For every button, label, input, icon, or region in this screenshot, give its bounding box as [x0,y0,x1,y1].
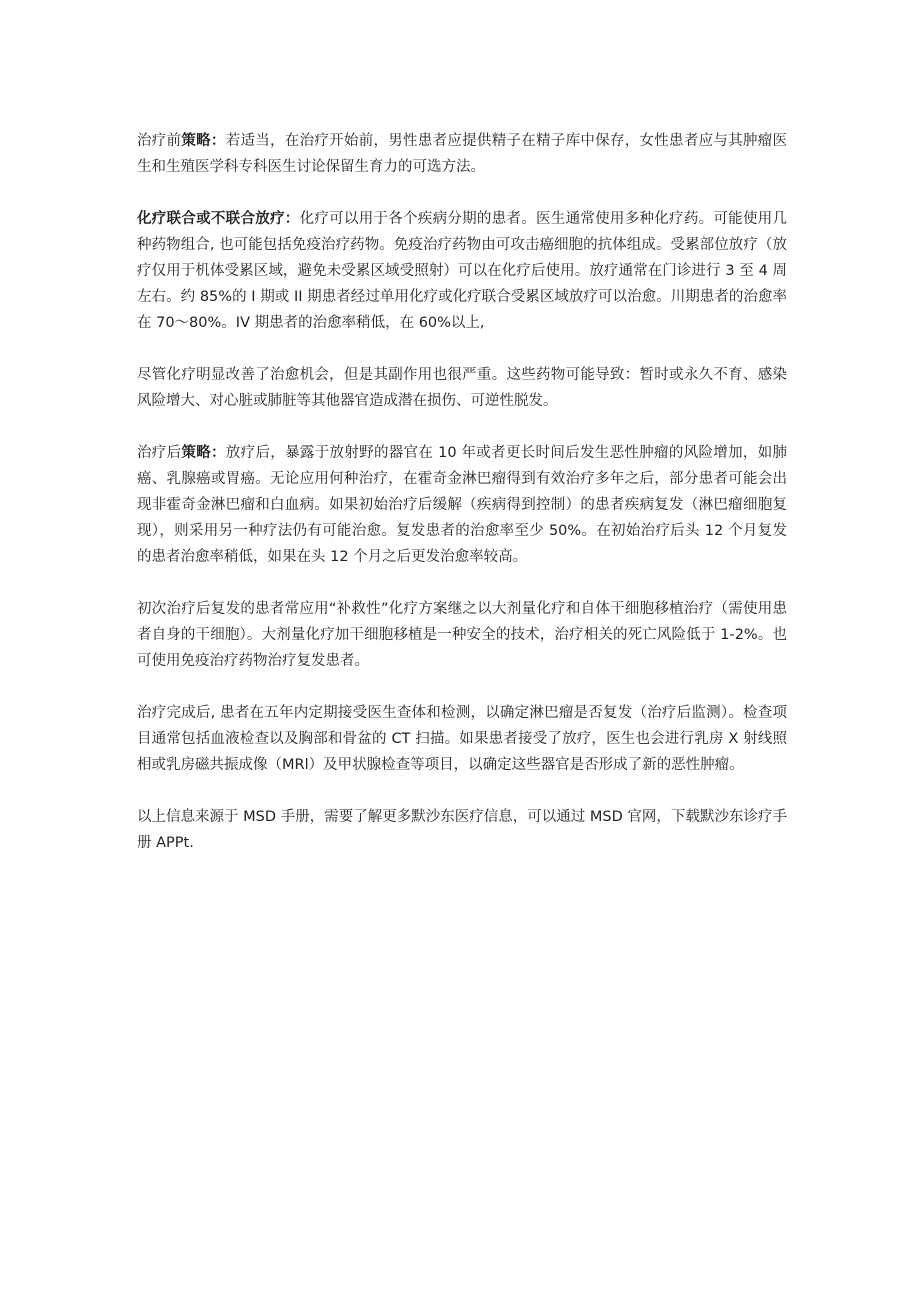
paragraph-lead-bold: 化疗联合或不联合放疗： [137,211,300,227]
paragraph-text: 初次治疗后复发的患者常应用“补救性”化疗方案继之以大剂量化疗和自体干细胞移植治疗（需使用患者自身的干细胞）。大剂量化疗加干细胞移植是一种安全的技术，治疗相关的死亡风险低于 1-2%。也可使用免疫治疗药物治疗复发患者。 [137,601,787,669]
document-body [137,128,787,882]
paragraph-text: 以上信息来源于 MSD 手册，需要了解更多默沙东医疗信息，可以通过 MSD 官网，下载默沙东诊疗手册 APPt. [137,809,787,851]
paragraph-text: 放疗后，暴露于放射野的器官在 10 年或者更长时间后发生恶性肿瘤的风险增加，如肺癌、乳腺癌或胃癌。无论应用何种治疗，在霍奇金淋巴瘤得到有效治疗多年之后，部分患者可能会出现非霍奇金淋巴瘤和白血病。如果初始治疗后缓解（疾病得到控制）的患者疾病复发（淋巴瘤细胞复现），则采用另一种疗法仍有可能治愈。复发患者的治愈率至少 50%。在初始治疗后头 12 个月复发的患者治愈率稍低，如果在头 12 个月之后更发治愈率较高。 [137,445,788,565]
paragraph-source-note [137,804,787,856]
paragraph-side-effects [137,362,787,414]
paragraph-text: 若适当，在治疗开始前，男性患者应提供精子在精子库中保存，女性患者应与其肿瘤医生和生殖医学科专科医生讨论保留生育力的可选方法。 [137,133,788,175]
paragraph-text: 治疗完成后, 患者在五年内定期接受医生查体和检测，以确定淋巴瘤是否复发（治疗后监测）。检查项目通常包括血液检查以及胸部和骨盆的 CT 扫描。如果患者接受了放疗，医生也会进行乳房 X 射线照相或乳房磁共振成像（MRl）及甲状腺检查等项目，以确定这些器官是否形成了新的恶性肿瘤。 [137,705,787,773]
paragraph-lead: 治疗后 [137,445,182,461]
paragraph-lead-bold: 策略： [181,445,226,461]
paragraph-lead: 治疗前 [137,133,182,149]
paragraph-lead-bold: 策略： [181,133,226,149]
paragraph-posttreatment-strategy [137,440,787,570]
paragraph-text: 尽管化疗明显改善了治愈机会，但是其副作用也很严重。这些药物可能导致：暂时或永久不育、感染风险增大、对心脏或肺脏等其他器官造成潜在损伤、可逆性脱发。 [137,367,787,409]
paragraph-pretreatment-strategy [137,128,787,180]
paragraph-text: 化疗可以用于各个疾病分期的患者。医生通常使用多种化疗药。可能使用几种药物组合, 也可能包括免疫治疗药物。免疫治疗药物由可攻击癌细胞的抗体组成。受累部位放疗（放疗仅用于机体受累区域，避免未受累区域受照射）可以在化疗后使用。放疗通常在门诊进行 3 至 4 周左右。约 85%的 I 期或 II 期患者经过单用化疗或化疗联合受累区域放疗可以治愈。川期患者的治愈率在 70～80%。IV 期患者的治愈率稍低，在 60%以上, [137,211,788,331]
paragraph-chemo-radiotherapy [137,206,787,336]
paragraph-follow-up-monitoring [137,700,787,778]
paragraph-relapse-treatment [137,596,787,674]
